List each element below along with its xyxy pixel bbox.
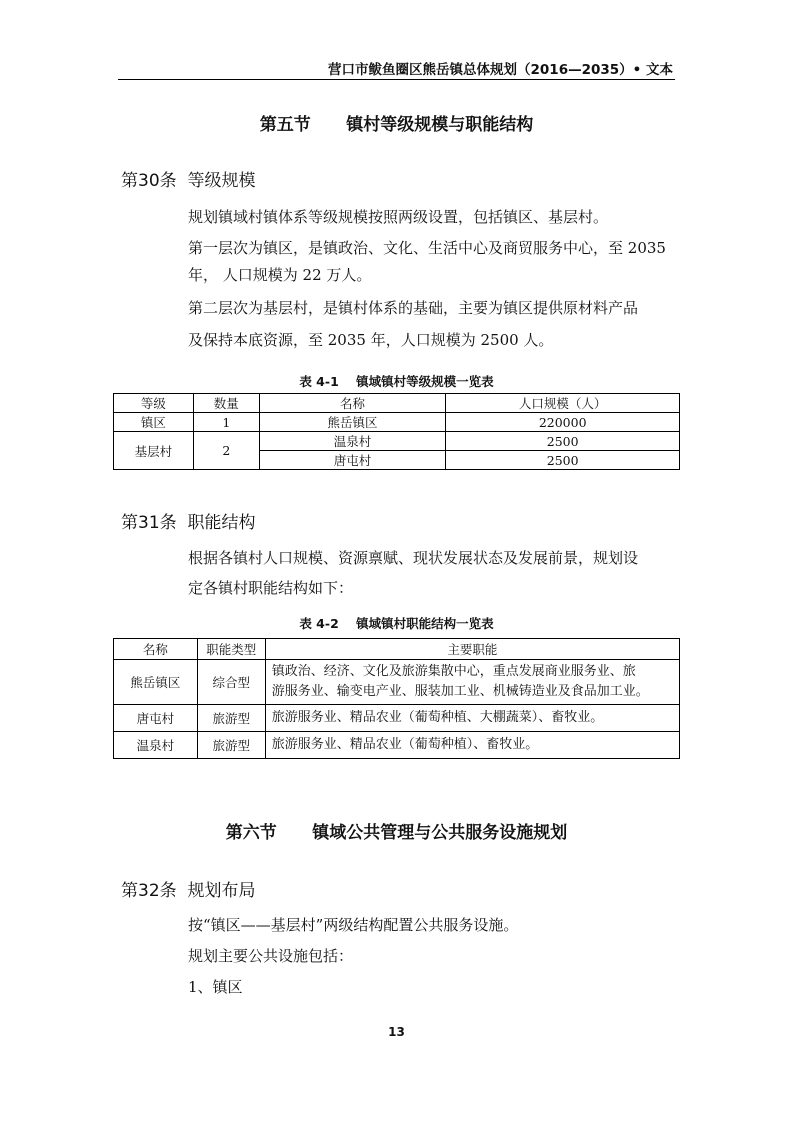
table-cell: 旅游服务业、精品农业（葡萄种植、大棚蔬菜）、畜牧业。: [265, 705, 679, 732]
document-header-title: 营口市鲅鱼圈区熊岳镇总体规划（2016—2035）• 文本: [328, 62, 673, 78]
table-row: [114, 413, 680, 432]
article-30-paragraph-1: 规划镇域村镇体系等级规模按照两级设置，包括镇区、基层村。: [188, 208, 609, 226]
table-cell: 熊岳镇区: [259, 413, 446, 432]
article-32-paragraph-3: 1、镇区: [188, 978, 243, 996]
table-cell: 唐屯村: [114, 705, 198, 732]
table-1-rank-scale: [113, 393, 680, 470]
table-row: [114, 705, 680, 732]
table-cell: 旅游型: [197, 732, 265, 759]
table-header-cell: 名称: [114, 639, 198, 660]
table-cell: 基层村: [114, 432, 194, 470]
article-32-paragraph-1: 按“镇区——基层村”两级结构配置公共服务设施。: [188, 916, 519, 934]
table-row: [114, 432, 680, 451]
table-row: [114, 394, 680, 413]
table-header-cell: 数量: [193, 394, 259, 413]
article-31-paragraph-line-1: 根据各镇村人口规模、资源禀赋、现状发展状态及发展前景，规划设: [188, 549, 639, 567]
article-31-title: 第31条 职能结构: [121, 513, 256, 533]
article-30-title: 第30条 等级规模: [121, 171, 256, 191]
table-cell: 旅游服务业、精品农业（葡萄种植）、畜牧业。: [265, 732, 679, 759]
table-cell: 温泉村: [114, 732, 198, 759]
table-1-caption: 表 4-1 镇域镇村等级规模一览表: [299, 374, 494, 389]
table-cell: [265, 660, 679, 705]
section-title: 第六节 镇域公共管理与公共服务设施规划: [225, 823, 568, 843]
table-header-cell: 职能类型: [197, 639, 265, 660]
table-cell: 220000: [446, 413, 680, 432]
table-header-cell: 名称: [259, 394, 446, 413]
function-line: 游服务业、输变电产业、服装加工业、机械铸造业及食品加工业。: [271, 684, 649, 699]
table-cell: 综合型: [197, 660, 265, 705]
header-divider: [118, 79, 675, 80]
function-line: 镇政治、经济、文化及旅游集散中心，重点发展商业服务业、旅: [271, 664, 636, 679]
table-header-cell: 等级: [114, 394, 194, 413]
article-30-paragraph-2-line-2: 年， 人口规模为 22 万人。: [188, 266, 372, 284]
article-31-paragraph-line-2: 定各镇村职能结构如下：: [188, 579, 354, 597]
article-30-paragraph-2-line-1: 第一层次为镇区，是镇政治、文化、生活中心及商贸服务中心，至 2035: [188, 239, 666, 257]
table-cell: 唐屯村: [259, 451, 446, 470]
table-cell: 熊岳镇区: [114, 660, 198, 705]
table-cell: 1: [193, 413, 259, 432]
article-30-paragraph-3-line-1: 第二层次为基层村，是镇村体系的基础，主要为镇区提供原材料产品: [188, 299, 639, 317]
table-header-cell: 主要职能: [265, 639, 679, 660]
article-32-paragraph-2: 规划主要公共设施包括：: [188, 947, 354, 965]
table-header-cell: 人口规模（人）: [446, 394, 680, 413]
table-2-function-structure: [113, 638, 680, 759]
page-number: 13: [388, 1025, 405, 1039]
table-cell: 2500: [446, 451, 680, 470]
table-row: [114, 639, 680, 660]
table-cell: 2: [193, 432, 259, 470]
table-row: [114, 660, 680, 705]
table-cell: 温泉村: [259, 432, 446, 451]
article-30-paragraph-3-line-2: 及保持本底资源，至 2035 年，人口规模为 2500 人。: [188, 331, 554, 349]
table-2-caption: 表 4-2 镇域镇村职能结构一览表: [299, 616, 494, 631]
table-row: [114, 732, 680, 759]
table-cell: 2500: [446, 432, 680, 451]
table-cell: 旅游型: [197, 705, 265, 732]
table-cell: 镇区: [114, 413, 194, 432]
article-32-title: 第32条 规划布局: [121, 881, 256, 901]
section-title: 第五节 镇村等级规模与职能结构: [259, 115, 534, 135]
